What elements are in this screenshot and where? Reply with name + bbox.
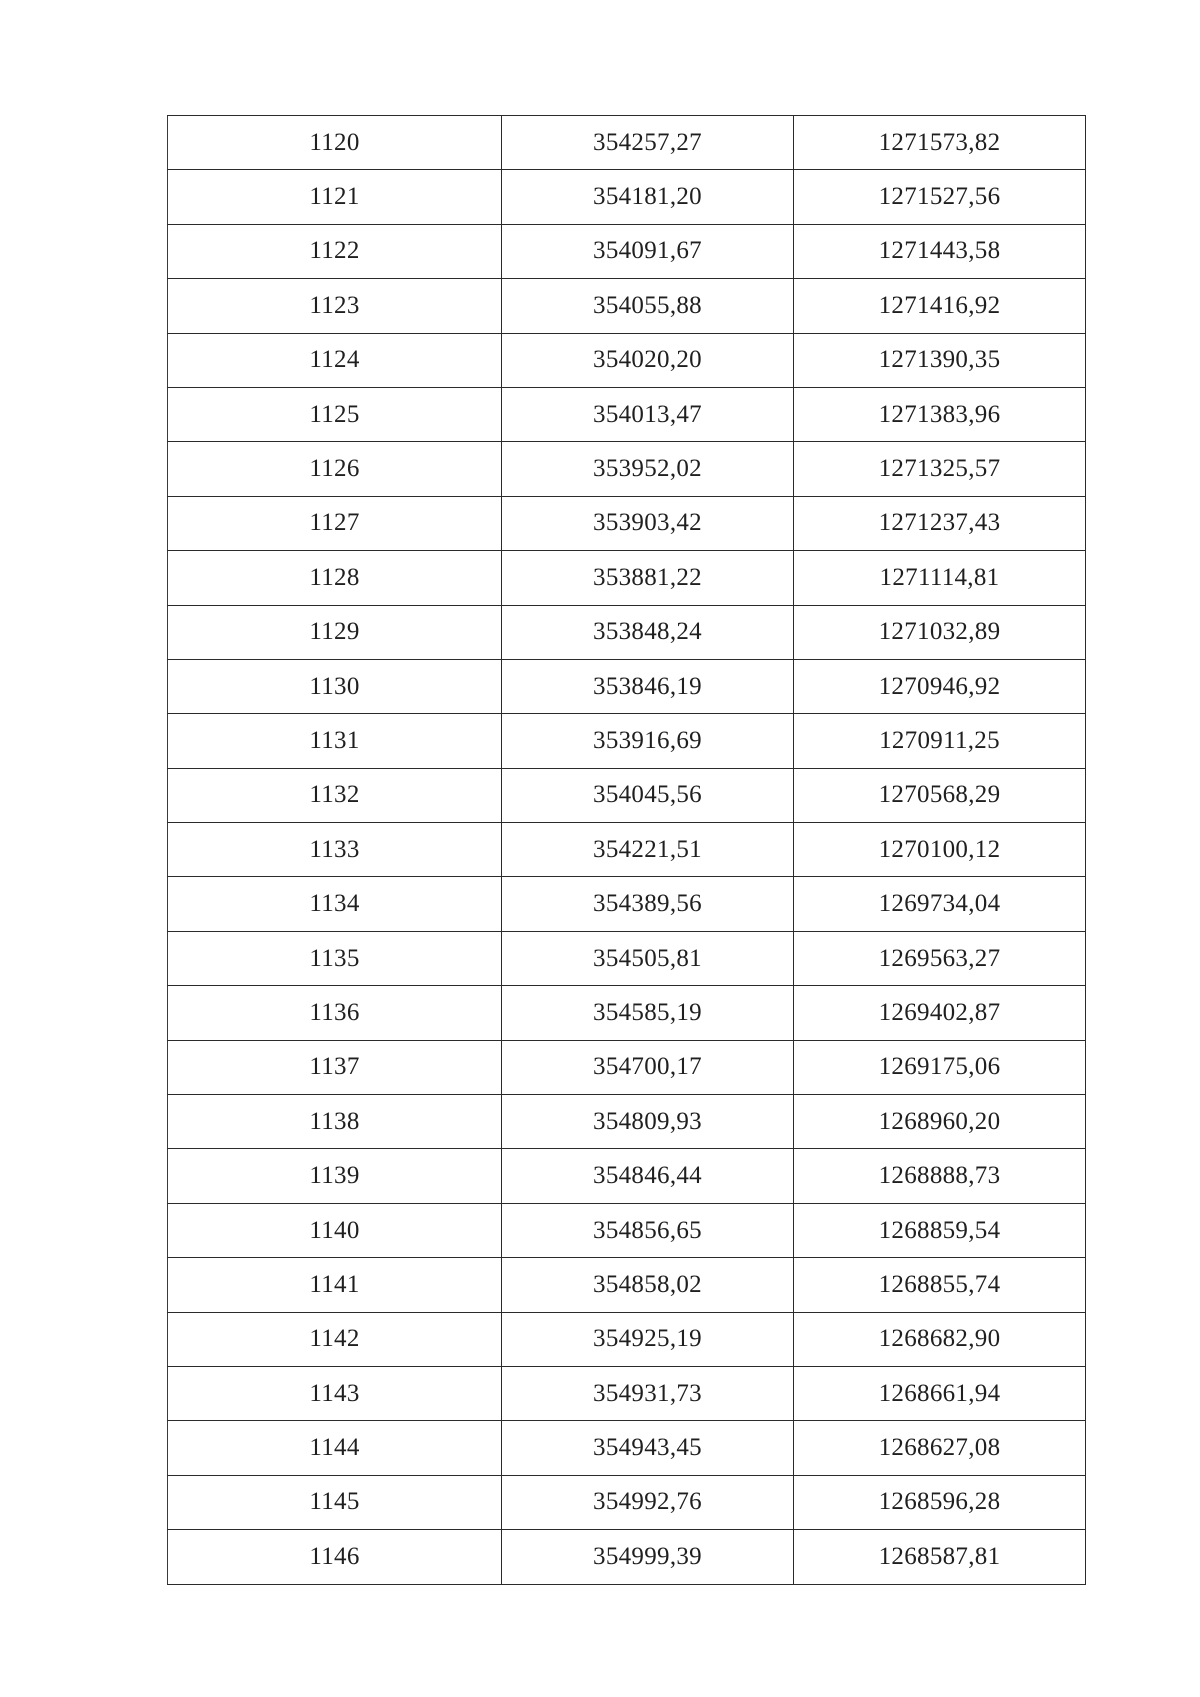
table-row (168, 1258, 1086, 1312)
x-coordinate-cell: 354020,20 (502, 333, 794, 387)
table-row (168, 659, 1086, 713)
x-coordinate-cell: 353848,24 (502, 605, 794, 659)
y-coordinate-cell: 1268859,54 (794, 1203, 1086, 1257)
table-row (168, 1203, 1086, 1257)
point-number-cell: 1134 (168, 877, 502, 931)
x-coordinate-cell: 354992,76 (502, 1475, 794, 1529)
y-coordinate-cell: 1268627,08 (794, 1421, 1086, 1475)
point-number-cell: 1133 (168, 823, 502, 877)
point-number-cell: 1130 (168, 659, 502, 713)
x-coordinate-cell: 354585,19 (502, 986, 794, 1040)
table-row (168, 1095, 1086, 1149)
coordinates-table-body (168, 116, 1086, 1585)
y-coordinate-cell: 1271383,96 (794, 387, 1086, 441)
point-number-cell: 1120 (168, 116, 502, 170)
table-row (168, 1530, 1086, 1584)
x-coordinate-cell: 354858,02 (502, 1258, 794, 1312)
x-coordinate-cell: 354505,81 (502, 931, 794, 985)
point-number-cell: 1140 (168, 1203, 502, 1257)
y-coordinate-cell: 1271573,82 (794, 116, 1086, 170)
table-row (168, 714, 1086, 768)
table-row (168, 1475, 1086, 1529)
x-coordinate-cell: 353916,69 (502, 714, 794, 768)
point-number-cell: 1127 (168, 496, 502, 550)
x-coordinate-cell: 354181,20 (502, 170, 794, 224)
point-number-cell: 1121 (168, 170, 502, 224)
x-coordinate-cell: 353881,22 (502, 551, 794, 605)
table-row (168, 496, 1086, 550)
x-coordinate-cell: 354846,44 (502, 1149, 794, 1203)
point-number-cell: 1135 (168, 931, 502, 985)
x-coordinate-cell: 354809,93 (502, 1095, 794, 1149)
x-coordinate-cell: 354931,73 (502, 1366, 794, 1420)
point-number-cell: 1126 (168, 442, 502, 496)
y-coordinate-cell: 1270911,25 (794, 714, 1086, 768)
table-row (168, 333, 1086, 387)
table-row (168, 442, 1086, 496)
point-number-cell: 1124 (168, 333, 502, 387)
x-coordinate-cell: 354925,19 (502, 1312, 794, 1366)
y-coordinate-cell: 1271114,81 (794, 551, 1086, 605)
table-row (168, 605, 1086, 659)
x-coordinate-cell: 354856,65 (502, 1203, 794, 1257)
point-number-cell: 1143 (168, 1366, 502, 1420)
table-row (168, 1421, 1086, 1475)
x-coordinate-cell: 354943,45 (502, 1421, 794, 1475)
y-coordinate-cell: 1268855,74 (794, 1258, 1086, 1312)
y-coordinate-cell: 1269563,27 (794, 931, 1086, 985)
point-number-cell: 1145 (168, 1475, 502, 1529)
y-coordinate-cell: 1270568,29 (794, 768, 1086, 822)
x-coordinate-cell: 354091,67 (502, 224, 794, 278)
table-row (168, 279, 1086, 333)
point-number-cell: 1129 (168, 605, 502, 659)
y-coordinate-cell: 1268661,94 (794, 1366, 1086, 1420)
x-coordinate-cell: 353903,42 (502, 496, 794, 550)
y-coordinate-cell: 1270946,92 (794, 659, 1086, 713)
x-coordinate-cell: 354257,27 (502, 116, 794, 170)
x-coordinate-cell: 354221,51 (502, 823, 794, 877)
table-row (168, 224, 1086, 278)
table-row (168, 768, 1086, 822)
y-coordinate-cell: 1269402,87 (794, 986, 1086, 1040)
table-row (168, 116, 1086, 170)
point-number-cell: 1125 (168, 387, 502, 441)
table-row (168, 170, 1086, 224)
table-row (168, 387, 1086, 441)
y-coordinate-cell: 1268960,20 (794, 1095, 1086, 1149)
y-coordinate-cell: 1271443,58 (794, 224, 1086, 278)
point-number-cell: 1138 (168, 1095, 502, 1149)
point-number-cell: 1131 (168, 714, 502, 768)
table-row (168, 1040, 1086, 1094)
coordinates-table (167, 115, 1086, 1585)
y-coordinate-cell: 1271237,43 (794, 496, 1086, 550)
point-number-cell: 1141 (168, 1258, 502, 1312)
y-coordinate-cell: 1268596,28 (794, 1475, 1086, 1529)
x-coordinate-cell: 354999,39 (502, 1530, 794, 1584)
x-coordinate-cell: 354055,88 (502, 279, 794, 333)
table-row (168, 986, 1086, 1040)
point-number-cell: 1123 (168, 279, 502, 333)
table-row (168, 1366, 1086, 1420)
point-number-cell: 1137 (168, 1040, 502, 1094)
x-coordinate-cell: 353952,02 (502, 442, 794, 496)
point-number-cell: 1142 (168, 1312, 502, 1366)
y-coordinate-cell: 1271416,92 (794, 279, 1086, 333)
y-coordinate-cell: 1271527,56 (794, 170, 1086, 224)
point-number-cell: 1144 (168, 1421, 502, 1475)
x-coordinate-cell: 353846,19 (502, 659, 794, 713)
y-coordinate-cell: 1271390,35 (794, 333, 1086, 387)
point-number-cell: 1136 (168, 986, 502, 1040)
y-coordinate-cell: 1268682,90 (794, 1312, 1086, 1366)
table-row (168, 823, 1086, 877)
x-coordinate-cell: 354045,56 (502, 768, 794, 822)
point-number-cell: 1146 (168, 1530, 502, 1584)
x-coordinate-cell: 354389,56 (502, 877, 794, 931)
y-coordinate-cell: 1268587,81 (794, 1530, 1086, 1584)
y-coordinate-cell: 1269175,06 (794, 1040, 1086, 1094)
y-coordinate-cell: 1271032,89 (794, 605, 1086, 659)
y-coordinate-cell: 1270100,12 (794, 823, 1086, 877)
table-row (168, 551, 1086, 605)
table-row (168, 1149, 1086, 1203)
x-coordinate-cell: 354013,47 (502, 387, 794, 441)
point-number-cell: 1132 (168, 768, 502, 822)
point-number-cell: 1122 (168, 224, 502, 278)
table-row (168, 877, 1086, 931)
table-row (168, 1312, 1086, 1366)
point-number-cell: 1139 (168, 1149, 502, 1203)
x-coordinate-cell: 354700,17 (502, 1040, 794, 1094)
table-row (168, 931, 1086, 985)
y-coordinate-cell: 1271325,57 (794, 442, 1086, 496)
point-number-cell: 1128 (168, 551, 502, 605)
y-coordinate-cell: 1269734,04 (794, 877, 1086, 931)
y-coordinate-cell: 1268888,73 (794, 1149, 1086, 1203)
